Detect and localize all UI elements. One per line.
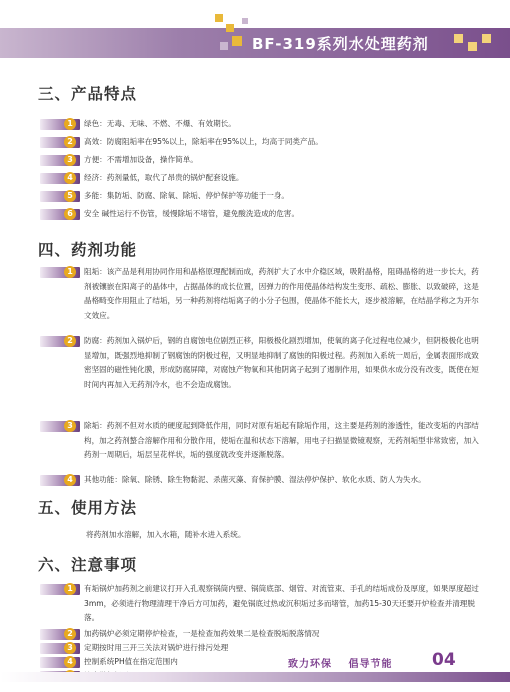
bullet-number: 1 [64,118,76,130]
bullet-bar [40,657,80,668]
function-item: 其他功能：除氧、除锈、除生物黏泥、杀菌灭藻、育保护膜、湿法停炉保护、软化水质、防人为失水。 [84,475,426,484]
bullet-number: 3 [64,420,76,432]
usage-text: 将药剂加水溶解，加入水箱，随补水进入系统。 [86,530,246,539]
bullet-number: 2 [64,136,76,148]
bullet-bar [40,173,80,184]
footer-band [0,672,510,682]
slogan-left: 致力环保 [288,659,332,670]
page-number: 04 [432,650,456,670]
section-title-features: 三、产品特点 [38,85,138,103]
bullet-bar [40,336,80,347]
decor-square-3 [232,36,242,46]
bullet-bar [40,191,80,202]
bullet-number: 4 [64,172,76,184]
decor-square-1 [215,14,223,22]
bullet-bar [40,119,80,130]
feature-item: 高效：防腐阻垢率在95%以上，除垢率在95%以上，均高于同类产品。 [84,137,323,146]
decor-square-6 [454,34,463,43]
bullet-number: 3 [64,154,76,166]
feature-item: 安全 碱性运行不伤管，缓慢除垢不堵管，避免酸洗造成的危害。 [84,209,300,218]
function-item: 阻垢：该产品是利用协同作用和晶格原理配制而成，药剂扩大了水中介稳区域，吸附晶格，阻碍晶格的进一步长大，药剂被镶嵌在阳离子的晶体中，占据晶体的成长位置，因弹力的作用使晶体结构发生变形、疏松、膨胀、以致破碎，这是晶格畸变作用阻止了结垢，另一种药剂将结垢离子的小分子包围，使晶体不能长大，逐步被溶解，在结晶学称之为开尔文效应。 [84,267,479,320]
decor-square-2 [226,24,234,32]
bullet-number: 3 [64,642,76,654]
decor-square-4 [220,42,228,50]
decor-square-8 [482,34,491,43]
bullet-bar [40,643,80,654]
bullet-bar [40,475,80,486]
bullet-number: 1 [64,266,76,278]
feature-item: 多能：集防垢、防腐、除氧、除垢、停炉保护等功能于一身。 [84,191,290,200]
feature-item: 方便：不需增加设备，操作简单。 [84,155,198,164]
bullet-bar [40,629,80,640]
slogan-right: 倡导节能 [348,659,393,670]
bullet-bar [40,267,80,278]
function-item: 除垢：药剂不但对水质的硬度起到降低作用，同时对原有垢起有除垢作用，这主要是药剂的渗透性，能改变垢的内部结构，加之药剂螯合溶解作用和分散作用，使垢在温和状态下溶解，用电子扫描显微镜观察，无药剂垢型非常致密，加入药剂一周期后，垢层呈花样状，垢的强度就改变并逐渐脱落。 [84,421,479,459]
section-title-usage: 五、使用方法 [38,499,138,517]
feature-item: 绿色：无毒、无味、不燃、不爆、有效期长。 [84,119,236,128]
section-title-cautions: 六、注意事项 [38,556,138,574]
bullet-number: 6 [64,208,76,220]
caution-item: 定期按时用三开三关法对锅炉进行排污处理 [84,643,229,652]
bullet-bar [40,137,80,148]
function-item: 防腐：药剂加入锅炉后，钢的自腐蚀电位剧烈正移，阳极极化剧烈增加，使氧的离子化过程电位减少，但阴极极化也明显增加，既强烈地抑制了钢腐蚀的阴极过程，又明显地抑制了腐蚀的阳极过程。药剂加入系统一周后，金属表面形成致密坚固的磁性钝化膜，形成防腐屏障，对腐蚀产物氧和其他阴离子起到了遏制作用，如果供水成分没有改变，既使在短时间内再加入无药剂冷水，也不会造成腐蚀。 [84,336,479,389]
section-title-functions: 四、药剂功能 [38,241,138,259]
bullet-number: 2 [64,628,76,640]
bullet-number: 4 [64,656,76,668]
bullet-bar [40,155,80,166]
bullet-number: 2 [64,335,76,347]
caution-item: 加药锅炉必须定期停炉检查，一是检查加药效果二是检查脱垢脱落情况 [84,629,320,638]
footer-slogan [288,655,404,670]
bullet-bar [40,584,80,595]
decor-square-5 [242,18,248,24]
bullet-number: 5 [64,190,76,202]
page-title: BF-319系列水处理药剂 [252,35,429,53]
decor-square-7 [468,42,477,51]
bullet-bar [40,421,80,432]
bullet-number: 1 [64,583,76,595]
bullet-number: 4 [64,474,76,486]
caution-item: 有垢锅炉加药剂之前建议打开入孔观察锅筒内壁、锅筒底部、烟管、对流管束、手孔的结垢成份及厚度，如果厚度超过3mm，必须进行物理清理干净后方可加药，避免锅底过热或沉积垢过多而堵管，加药15-30天还要开炉检查并清理脱落。 [84,584,479,622]
feature-item: 经济：药剂量低，取代了昂贵的锅炉配套设施。 [84,173,244,182]
bullet-bar [40,209,80,220]
caution-item: 控制系统PH值在指定范围内 [84,657,178,666]
